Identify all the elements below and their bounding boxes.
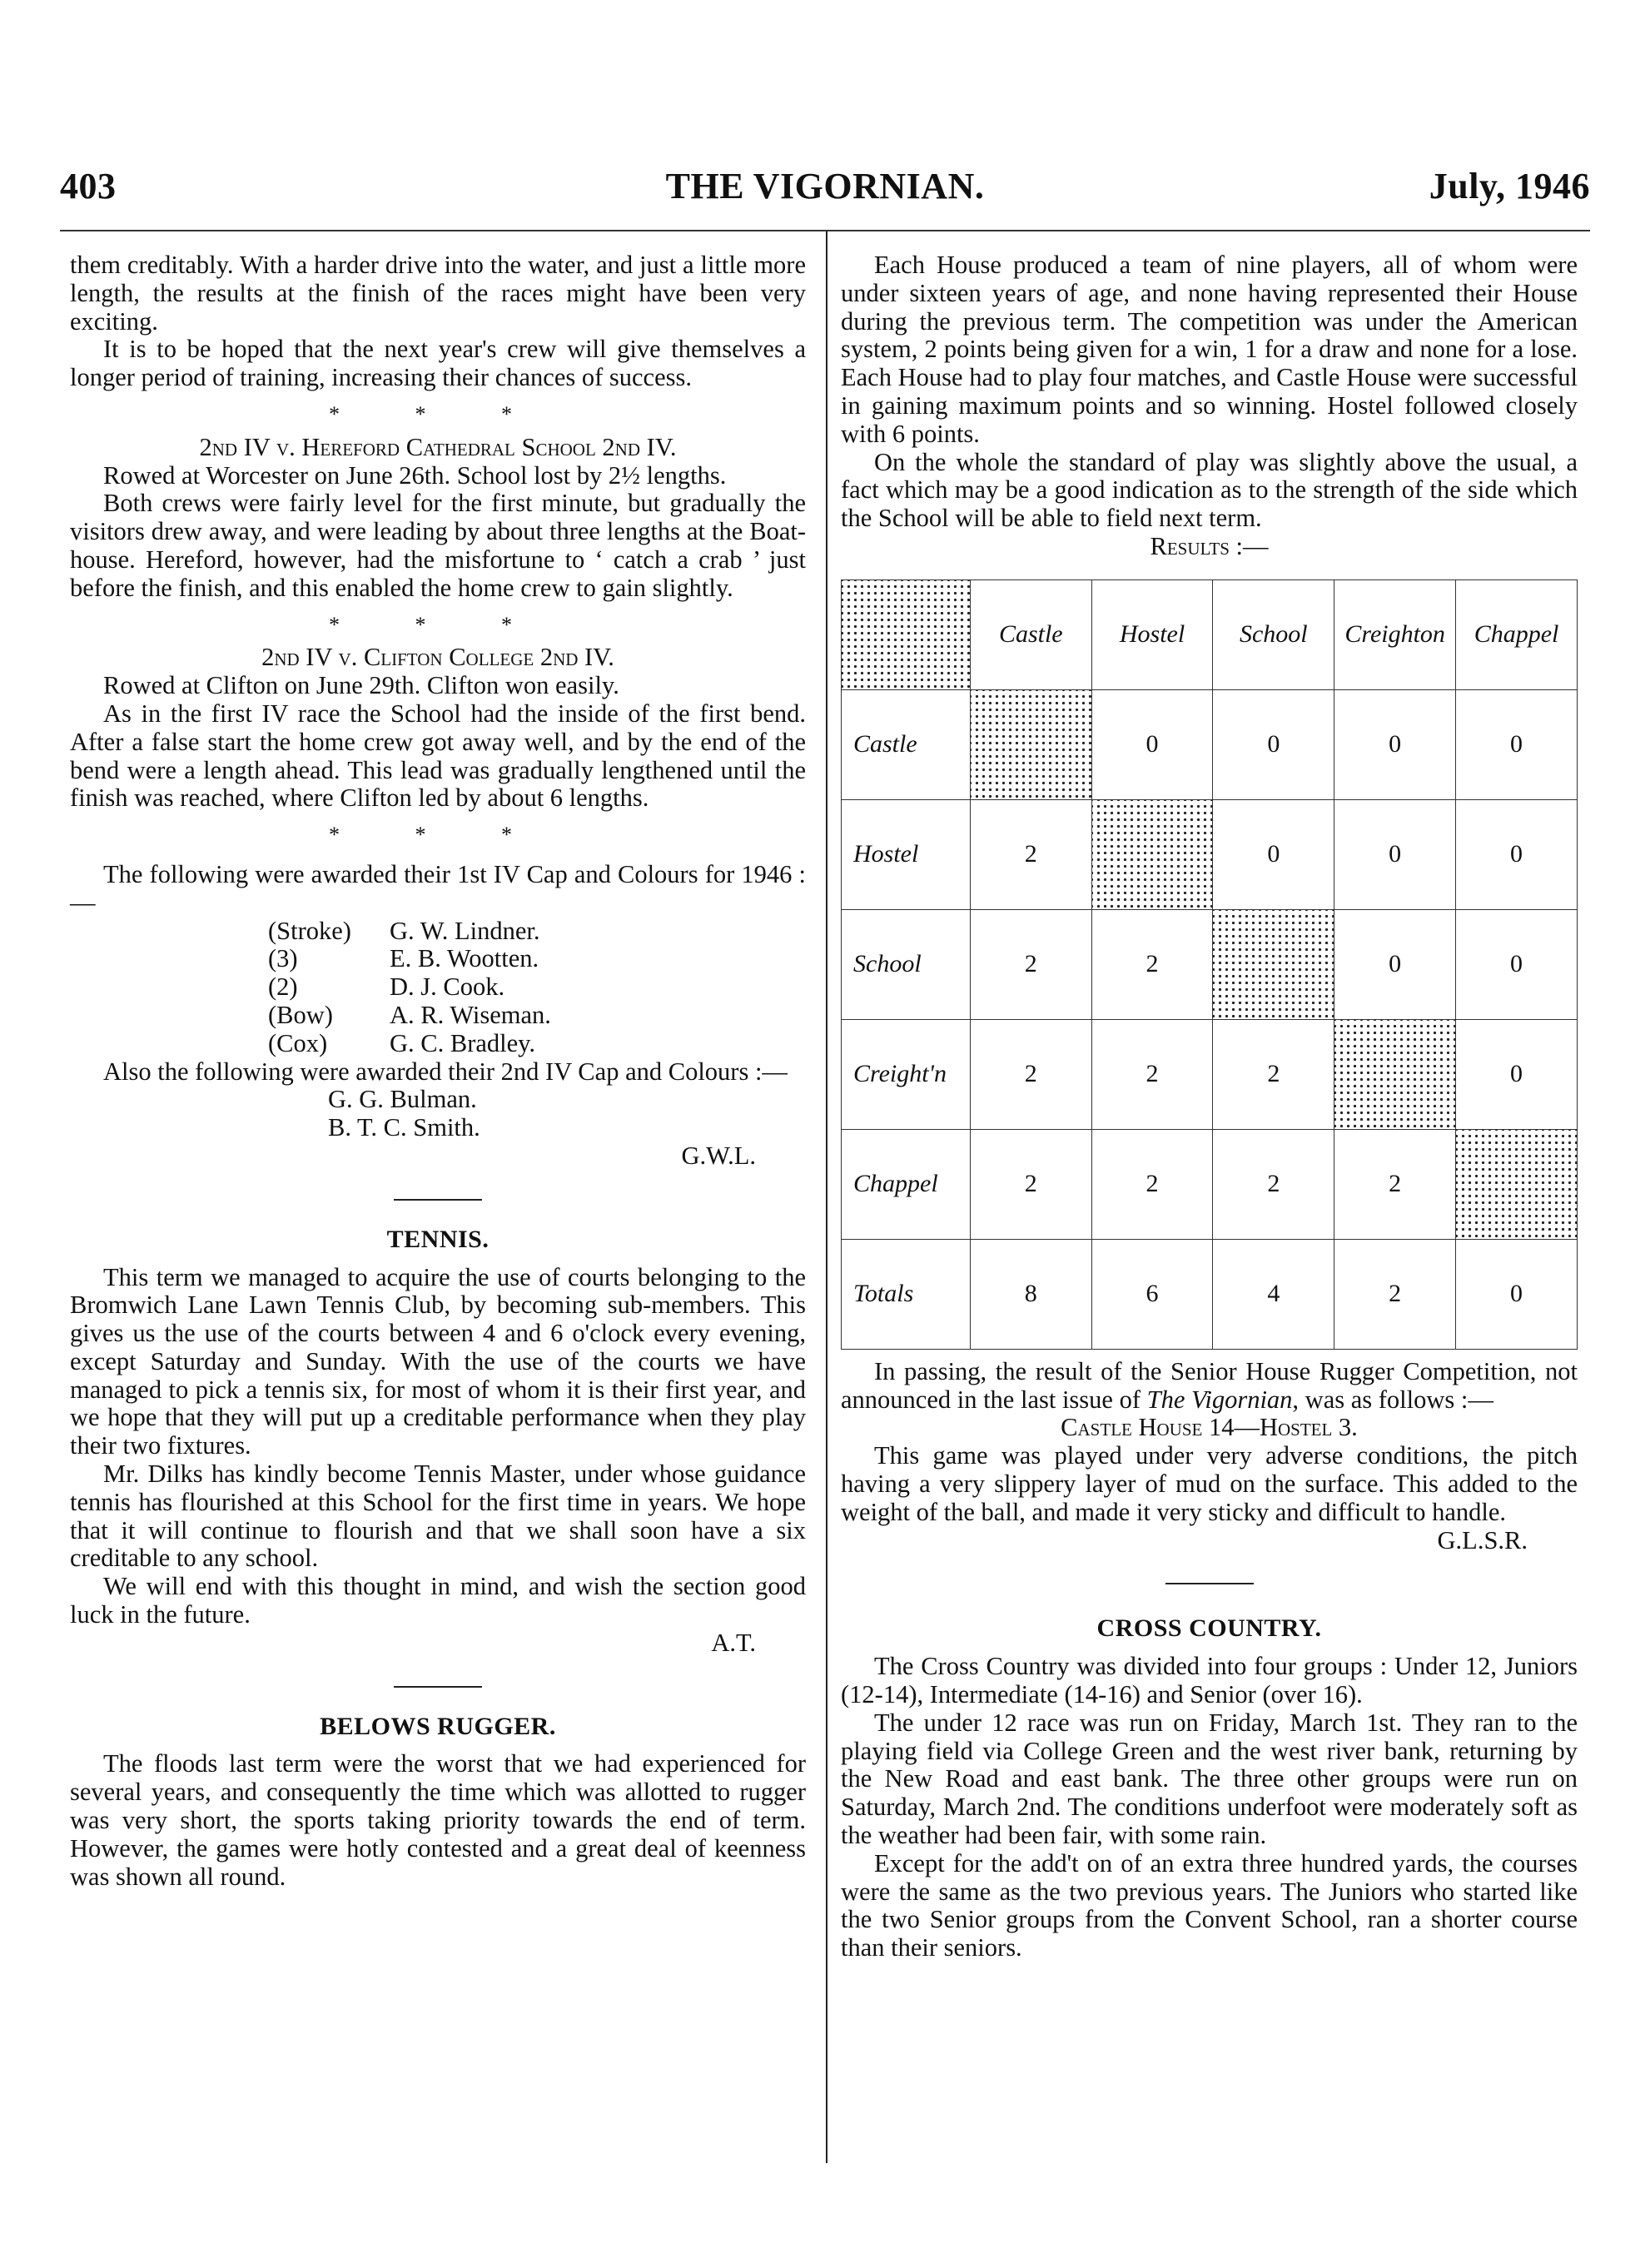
table-cell: 0 [1334,799,1456,909]
rowing-signature: G.W.L. [681,1141,756,1170]
table-row [842,909,1578,1019]
publication-name: The Vigornian [1146,1385,1293,1414]
table-cell: 2 [970,799,1091,909]
crew-row [268,973,806,1002]
table-row [842,1019,1578,1129]
crew-name: G. W. Lindner. [390,916,540,945]
crew-name: G. C. Bradley. [390,1028,536,1057]
crew-row [268,918,806,946]
house-para-2: On the whole the standard of play was slightly above the usual, a fact which may be a good indication as to the strength of the side which the School will be able to field next term. [841,447,1578,533]
table-cell: 0 [1456,909,1578,1019]
section-rule [394,1199,482,1201]
table-cell: 0 [1456,689,1578,799]
journal-title: THE VIGORNIAN. [665,166,985,206]
senior-rugger-para-2: This game was played under very adverse conditions, the pitch having a very slippery layer of mud on the surface. This added to the weight of the ball, and made it very sticky and difficult to handle. [841,1441,1578,1526]
crew-row [268,945,806,973]
crew-position: (3) [268,944,298,973]
tennis-para-1: This term we managed to acquire the use of courts belonging to the Bromwich Lane Lawn Tennis Club, by becoming sub-members. This gives us the use of the courts between 4 and 6 o'clock every evening, except Saturday and Sunday. With the use of the courts we have managed to pick a tennis six, for most of whom it is their first year, and we hope that they will put up a creditable performance when they play their two fixtures. [70,1262,806,1460]
crew-name: A. R. Wiseman. [390,1000,551,1029]
cross-country-para-3: Except for the add't on of an extra three hundred yards, the courses were the same as the two previous years. The Juniors who started like the two Senior groups from the Convent School, ran a shorter course than their seniors. [841,1848,1578,1962]
table-header-row [842,579,1578,689]
tennis-para-3: We will end with this thought in mind, and wish the section good luck in the future. [70,1572,806,1629]
race-hereford-para-2: Both crews were fairly level for the first minute, but gradually the visitors drew away, and were leading by about three lengths at the Boat-house. Hereford, however, had the misfortune to ‘ catch a crab ’ just before the finish, and this enabled the home crew to gain slightly. [70,489,806,602]
table-cell: 2 [1213,1129,1334,1239]
race-hereford-title: 2nd IV v. Hereford Cathedral School 2nd IV. [199,432,677,461]
race-clifton-para-1: Rowed at Clifton on June 29th. Clifton won easily. [103,671,619,700]
row-header: Hostel [842,799,971,909]
awards2-intro: Also the following were awarded their 2nd IV Cap and Colours :— [103,1057,788,1086]
table-cell: 0 [1213,799,1334,909]
senior-rugger-result: Castle House 14—Hostel 3. [1061,1413,1358,1442]
total-cell: 2 [1334,1239,1456,1349]
total-cell: 8 [970,1239,1091,1349]
senior-text-b: , was as follows :— [1292,1385,1493,1414]
second-crew-list [328,1086,806,1142]
page-header [60,165,1590,223]
section-stars: * * * [329,401,547,426]
crew-row [268,1030,806,1058]
table-cell: 0 [1456,1019,1578,1129]
race-hereford-para-1: Rowed at Worcester on June 26th. School lost by 2½ lengths. [103,460,727,490]
crew-position: (2) [268,972,298,1002]
table-cell: 0 [1334,909,1456,1019]
table-cell: 0 [1456,799,1578,909]
table-row [842,1129,1578,1239]
senior-text-a: In passing, the result of the Senior House Rugger Competition, not announced in the last issue of [841,1356,1578,1414]
table-cell: 2 [1091,1129,1213,1239]
table-cell: 2 [1213,1019,1334,1129]
row-header: Creight'n [842,1019,971,1129]
section-rule [394,1686,482,1688]
table-cell: 0 [1334,689,1456,799]
total-cell: 4 [1213,1239,1334,1349]
second-crew-name: G. G. Bulman. [328,1085,477,1114]
tennis-para-2: Mr. Dilks has kindly become Tennis Master, under whose guidance tennis has flourished at this School for the first time in years. We hope that it will continue to flourish and that we shall soon have a six creditable to any school. [70,1460,806,1573]
tennis-signature: A.T. [711,1628,756,1657]
column-header: Castle [970,579,1091,689]
awards-intro: The following were awarded their 1st IV Cap and Colours for 1946 :— [70,859,806,917]
row-header: Totals [842,1239,971,1349]
cross-country-para-1: The Cross Country was divided into four groups : Under 12, Juniors (12-14), Intermediate (14-16) and Senior (over 16). [841,1652,1578,1708]
row-header: School [842,909,971,1019]
table-cell: 0 [1091,689,1213,799]
shaded-cell [1091,799,1213,909]
tennis-heading: TENNIS. [386,1225,490,1253]
crew-position: (Stroke) [268,916,351,945]
left-column [70,251,806,1891]
senior-signature: G.L.S.R. [1437,1525,1528,1554]
table-cell: 2 [970,909,1091,1019]
table-row [842,799,1578,909]
results-label: Results :— [1150,531,1269,560]
crew-list [268,918,806,1058]
crew-position: (Cox) [268,1028,328,1057]
crew-row [268,1002,806,1030]
table-cell: 2 [1091,909,1213,1019]
cross-country-para-2: The under 12 race was run on Friday, March 1st. They ran to the playing field via College Green and the west river bank, returning by the New Road and east bank. The three other groups were run on Saturday, March 2nd. The conditions underfoot were moderately soft as the weather had been fair, with some rain. [841,1708,1578,1849]
table-cell: 2 [970,1129,1091,1239]
rowing-para-2: It is to be hoped that the next year's crew will give themselves a longer period of training, increasing their chances of success. [70,335,806,392]
table-cell: 2 [1091,1019,1213,1129]
column-header: Creighton [1334,579,1456,689]
page-number: 403 [60,166,117,206]
house-para-1: Each House produced a team of nine players, all of whom were under sixteen years of age, and none having represented their House during the previous term. The competition was under the American system, 2 points being given for a win, 1 for a draw and none for a lose. Each House had to play four matches, and Castle House were successful in gaining maximum points and so winning. Hostel followed closely with 6 points. [841,251,1578,448]
table-cell: 2 [970,1019,1091,1129]
table-cell: 2 [1334,1129,1456,1239]
crew-position: (Bow) [268,1000,333,1029]
senior-rugger-para-1 [841,1358,1578,1415]
column-header: Chappel [1456,579,1578,689]
issue-date: July, 1946 [1429,166,1590,206]
column-header: School [1213,579,1334,689]
rowing-para-1: them creditably. With a harder drive into the water, and just a little more length, the results at the finish of the races might have been very exciting. [70,251,806,336]
section-stars: * * * [329,823,547,848]
row-header: Chappel [842,1129,971,1239]
total-cell: 0 [1456,1239,1578,1349]
row-header: Castle [842,689,971,799]
belows-para-1: The floods last term were the worst that we had experienced for several years, and consequently the time which was allotted to rugger was very short, the sports taking priority towards the end of term. However, the games were hotly contested and a great deal of keenness was shown all round. [70,1749,806,1891]
column-divider [826,231,827,2163]
crew-name: D. J. Cook. [390,972,505,1002]
shaded-cell [1213,909,1334,1019]
crew-name: E. B. Wootten. [390,944,539,973]
cross-country-heading: CROSS COUNTRY. [1096,1614,1322,1643]
totals-row [842,1239,1578,1349]
corner-cell [842,579,971,689]
race-clifton-title: 2nd IV v. Clifton College 2nd IV. [261,643,614,672]
section-rule [1165,1583,1254,1584]
shaded-cell [1334,1019,1456,1129]
shaded-cell [970,689,1091,799]
section-stars: * * * [329,612,547,637]
total-cell: 6 [1091,1239,1213,1349]
belows-heading: BELOWS RUGGER. [320,1712,556,1740]
table-cell: 0 [1213,689,1334,799]
second-crew-name: B. T. C. Smith. [328,1113,480,1142]
shaded-cell [1456,1129,1578,1239]
results-table [841,579,1578,1350]
header-rule [60,230,1590,231]
column-header: Hostel [1091,579,1213,689]
table-row [842,689,1578,799]
right-column [841,251,1578,1962]
race-clifton-para-2: As in the first IV race the School had the inside of the first bend. After a false start the home crew got away well, and by the end of the bend were a length ahead. This lead was gradually lengthened until the finish was reached, where Clifton led by about 6 lengths. [70,699,806,813]
